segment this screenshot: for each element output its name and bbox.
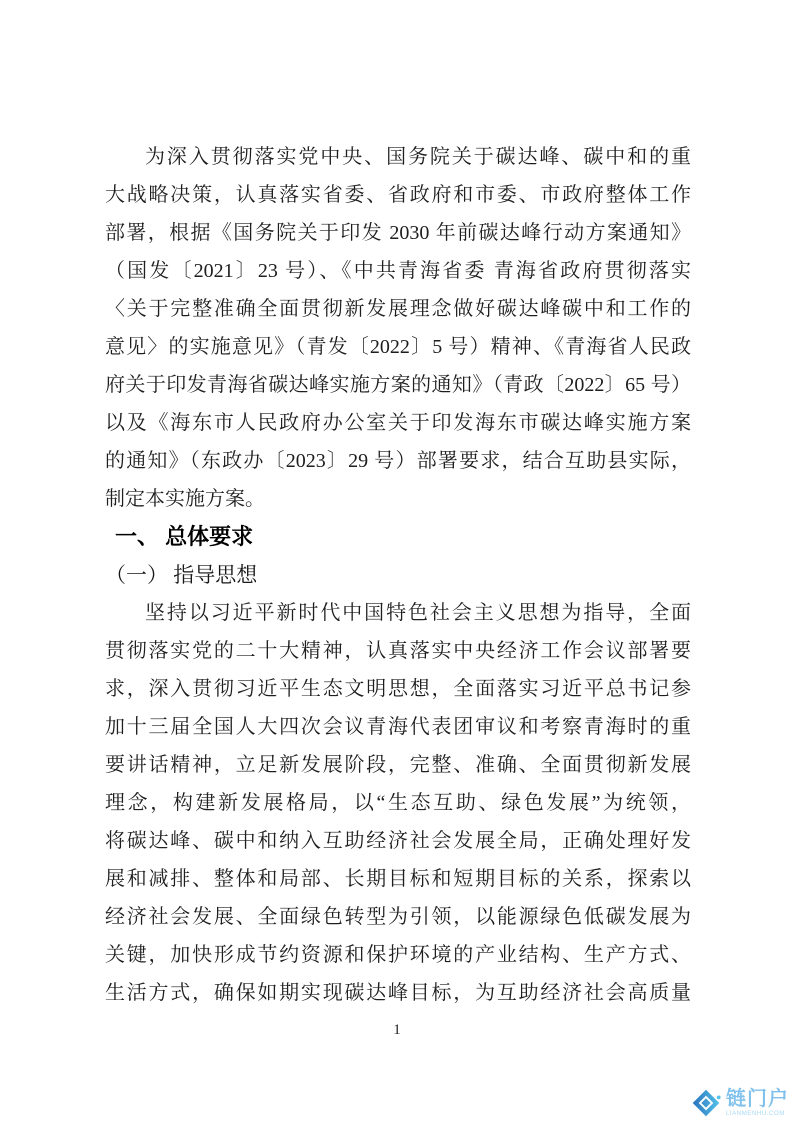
subsection-heading: （一） 指导思想 <box>105 563 258 587</box>
lianmenhu-logo-icon <box>690 1087 722 1119</box>
watermark-domain: LIANMENHU.COM <box>726 1111 785 1117</box>
text-line: 部署，根据《国务院关于印发 2030 年前碳达峰行动方案通知》 <box>105 222 691 244</box>
text-line: 坚持以习近平新时代中国特色社会主义思想为指导，全面 <box>145 602 691 624</box>
text-line: 贯彻落实党的二十大精神，认真落实中央经济工作会议部署要 <box>105 640 691 662</box>
section-heading: 一、 总体要求 <box>115 524 254 549</box>
text-line: 制定本实施方案。 <box>105 488 265 510</box>
text-line: 生活方式，确保如期实现碳达峰目标，为互助经济社会高质量 <box>105 982 691 1004</box>
text-line: 为深入贯彻落实党中央、国务院关于碳达峰、碳中和的重 <box>145 146 691 168</box>
page-number: 1 <box>393 1022 401 1038</box>
text-line: 求，深入贯彻习近平生态文明思想，全面落实习近平总书记参 <box>105 678 691 700</box>
text-line: 以及《海东市人民政府办公室关于印发海东市碳达峰实施方案 <box>105 412 691 434</box>
text-line: 加十三届全国人大四次会议青海代表团审议和考察青海时的重 <box>105 716 691 738</box>
text-line: 府关于印发青海省碳达峰实施方案的通知》（青政〔2022〕65 号） <box>105 374 691 396</box>
document-body <box>105 138 691 1012</box>
text-line: 意见〉的实施意见》（青发〔2022〕5 号）精神、《青海省人民政 <box>105 336 691 358</box>
watermark-title: 链门户 <box>726 1088 789 1110</box>
text-line: 将碳达峰、碳中和纳入互助经济社会发展全局，正确处理好发 <box>105 830 691 852</box>
text-line: 大战略决策，认真落实省委、省政府和市委、市政府整体工作 <box>105 184 691 206</box>
text-line: 〈关于完整准确全面贯彻新发展理念做好碳达峰碳中和工作的 <box>105 298 691 320</box>
text-line: （国发〔2021〕23 号）、《中共青海省委 青海省政府贯彻落实 <box>105 260 691 282</box>
text-line: 经济社会发展、全面绿色转型为引领，以能源绿色低碳发展为 <box>105 906 691 928</box>
watermark-text <box>726 1089 789 1117</box>
text-line: 的通知》（东政办〔2023〕29 号）部署要求，结合互助县实际， <box>105 450 691 472</box>
text-line: 要讲话精神，立足新发展阶段，完整、准确、全面贯彻新发展 <box>105 754 691 776</box>
text-line: 理念，构建新发展格局，以“生态互助、绿色发展”为统领， <box>105 792 691 814</box>
text-line: 展和减排、整体和局部、长期目标和短期目标的关系，探索以 <box>105 868 691 890</box>
lianmenhu-watermark <box>690 1087 789 1119</box>
text-line: 关键，加快形成节约资源和保护环境的产业结构、生产方式、 <box>105 944 691 966</box>
